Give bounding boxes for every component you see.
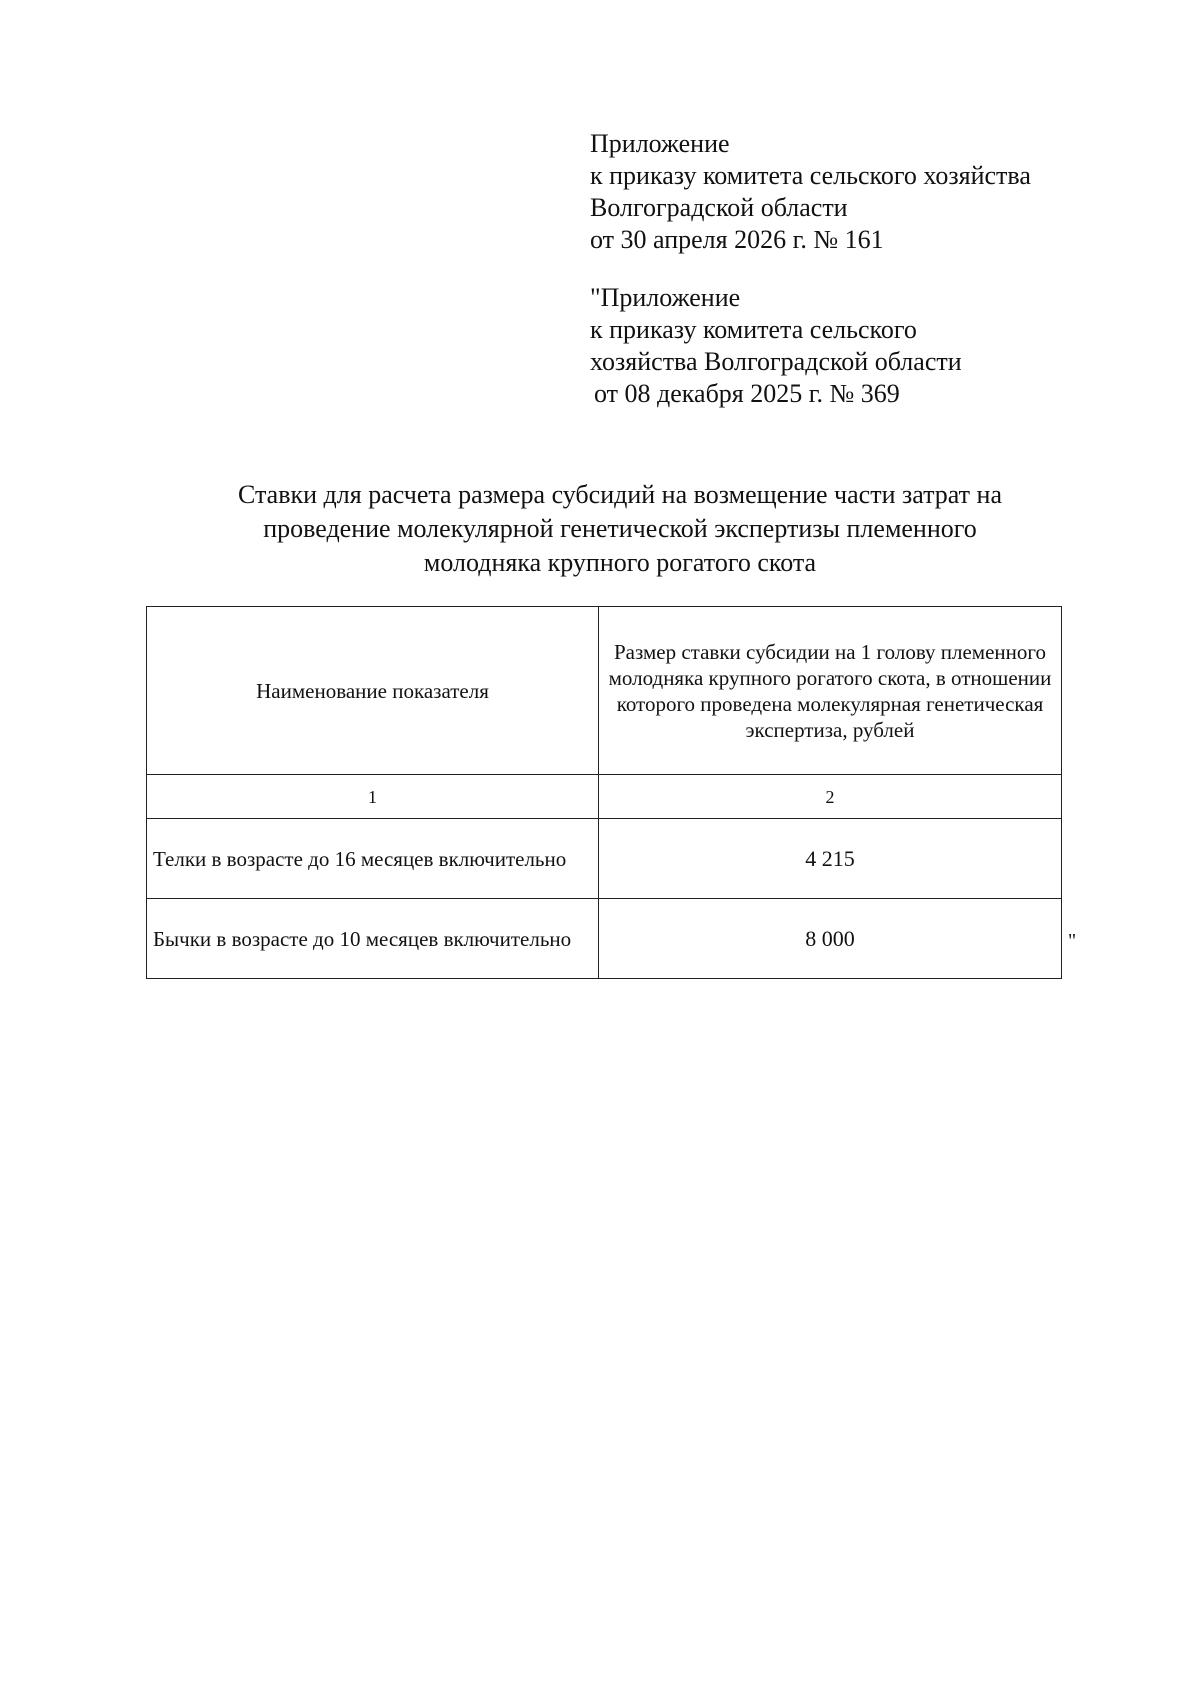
appendix-order-date: от 30 апреля 2026 г. № 161 bbox=[590, 225, 884, 254]
column-number: 2 bbox=[599, 775, 1062, 819]
appendix-header-current bbox=[590, 128, 1031, 256]
title-line: молодняка крупного рогатого скота bbox=[423, 548, 817, 577]
document-title bbox=[120, 478, 1120, 580]
appendix-order-date: от 08 декабря 2025 г. № 369 bbox=[594, 379, 900, 408]
indicator-name: Бычки в возрасте до 10 месяцев включительно bbox=[147, 899, 599, 979]
appendix-header-previous bbox=[590, 282, 962, 410]
table-header-row bbox=[147, 607, 1062, 775]
subsidy-rates-table bbox=[146, 606, 1062, 979]
rate-value: 4 215 bbox=[599, 819, 1062, 899]
title-line: проведение молекулярной генетической экспертизы племенного bbox=[263, 514, 977, 543]
rate-value: 8 000 bbox=[599, 899, 1062, 979]
column-number: 1 bbox=[147, 775, 599, 819]
appendix-line: Приложение bbox=[590, 129, 730, 158]
closing-quote-mark: " bbox=[1068, 930, 1077, 952]
header-rate-size: Размер ставки субсидии на 1 голову племенного молодняка крупного рогатого скота, в отношении которого проведена молекулярная генетическая экспертиза, рублей bbox=[599, 607, 1062, 775]
appendix-line: к приказу комитета сельского bbox=[590, 315, 917, 344]
appendix-line: "Приложение bbox=[590, 283, 741, 312]
appendix-line: хозяйства Волгоградской области bbox=[590, 347, 962, 376]
indicator-name: Телки в возрасте до 16 месяцев включительно bbox=[147, 819, 599, 899]
appendix-line: Волгоградской области bbox=[590, 193, 848, 222]
column-number-row bbox=[147, 775, 1062, 819]
header-indicator-name: Наименование показателя bbox=[147, 607, 599, 775]
title-line: Ставки для расчета размера субсидий на возмещение части затрат на bbox=[238, 480, 1002, 509]
appendix-line: к приказу комитета сельского хозяйства bbox=[590, 161, 1031, 190]
table-row bbox=[147, 899, 1062, 979]
table-row bbox=[147, 819, 1062, 899]
